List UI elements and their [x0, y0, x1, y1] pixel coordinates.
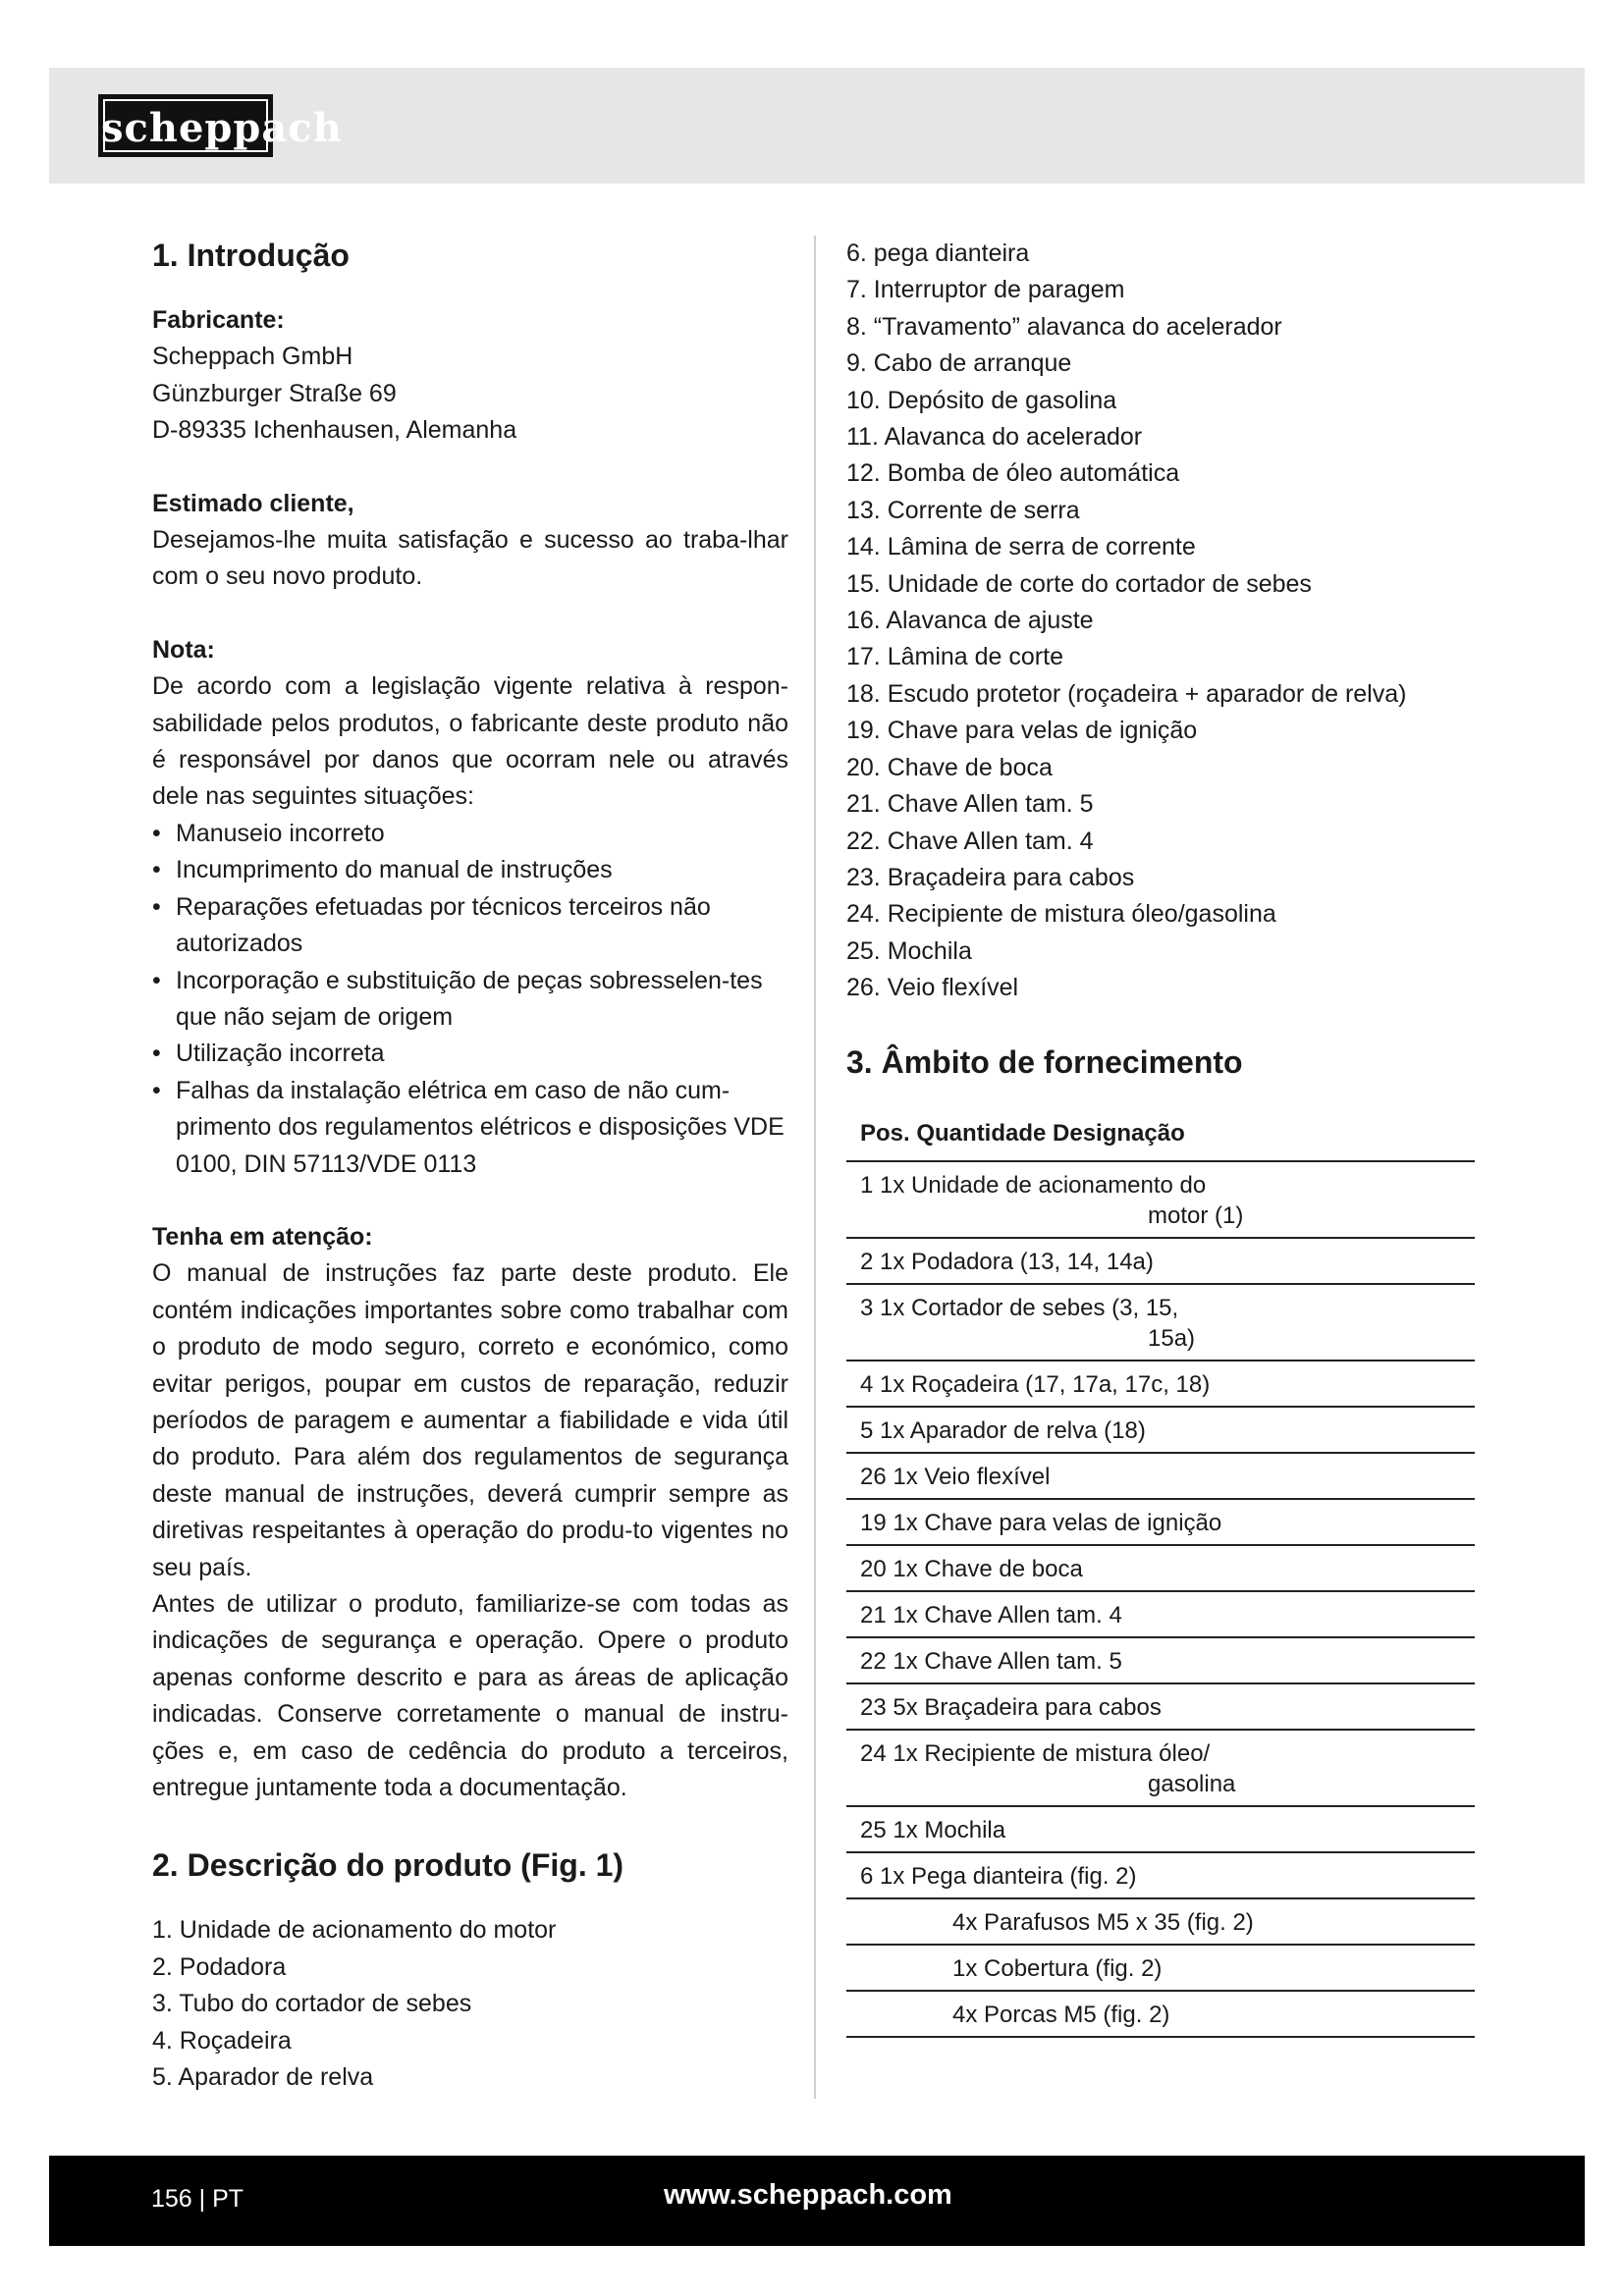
attention-text: O manual de instruções faz parte deste produto. Ele contém indicações importantes sobre como trabalhar com o produto de modo seguro, correto e económico, como evitar perigos, poupar em custos de reparação, reduzir períodos de paragem e aumentar a fiabilidade e vida útil do produto. Para além dos regulamentos de segurança deste manual de instruções, deverá cumprir sempre as diretivas respeitantes à operação do produ-to vigentes no seu país. — [152, 1259, 788, 1581]
column-divider — [814, 236, 816, 2099]
intro-heading: 1. Introdução — [152, 238, 350, 273]
table-cell: 4x Parafusos M5 x 35 (fig. 2) — [952, 1908, 1254, 1936]
list-item: 23. Braçadeira para cabos — [846, 863, 1135, 891]
table-cell: 24 1x Recipiente de mistura óleo/ — [860, 1739, 1211, 1767]
list-item: 10. Depósito de gasolina — [846, 386, 1117, 414]
table-row — [846, 1899, 1475, 1946]
list-item: 22. Chave Allen tam. 4 — [846, 827, 1094, 855]
table-cell: 2 1x Podadora (13, 14, 14a) — [860, 1248, 1154, 1275]
table-row — [846, 1362, 1475, 1408]
table-cell: 1x Cobertura (fig. 2) — [952, 1954, 1163, 1982]
left-column — [152, 236, 788, 2096]
table-row — [846, 1807, 1475, 1853]
scheppach-logo: scheppach — [98, 94, 273, 157]
table-cell: 6 1x Pega dianteira (fig. 2) — [860, 1862, 1137, 1890]
table-row — [846, 1992, 1475, 2038]
table-cell: 25 1x Mochila — [860, 1816, 1006, 1843]
page-number: 156 | PT — [151, 2185, 244, 2213]
description-list-continued — [846, 236, 1494, 1007]
table-row — [846, 1285, 1475, 1362]
dear-customer-label: Estimado cliente, — [152, 489, 354, 517]
table-cell: 19 1x Chave para velas de ignição — [860, 1509, 1222, 1536]
table-cell: 22 1x Chave Allen tam. 5 — [860, 1647, 1122, 1675]
table-cell: 23 5x Braçadeira para cabos — [860, 1693, 1162, 1721]
liability-bullets — [152, 816, 788, 1183]
scope-table — [846, 1117, 1475, 2038]
list-item: 12. Bomba de óleo automática — [846, 459, 1180, 488]
manufacturer-line: D-89335 Ichenhausen, Alemanha — [152, 416, 517, 445]
bullet-item: • Manuseio incorreto — [152, 816, 788, 852]
list-item: 9. Cabo de arranque — [846, 349, 1072, 378]
bullet-item: • Falhas da instalação elétrica em caso de não cum-primento dos regulamentos elétricos e disposições VDE 0100, DIN 57113/VDE 0113 — [152, 1073, 788, 1183]
manufacturer-line: Günzburger Straße 69 — [152, 379, 397, 407]
list-item: 8. “Travamento” alavanca do acelerador — [846, 312, 1282, 341]
list-item: 15. Unidade de corte do cortador de sebes — [846, 569, 1312, 598]
bullet-item: • Incumprimento do manual de instruções — [152, 852, 788, 888]
note-label: Nota: — [152, 635, 215, 664]
list-item: 18. Escudo protetor (roçadeira + aparador de relva) — [846, 679, 1407, 708]
list-item: 11. Alavanca do acelerador — [846, 423, 1143, 452]
bullet-item: • Utilização incorreta — [152, 1036, 788, 1072]
table-row — [846, 1239, 1475, 1285]
list-item: 16. Alavanca de ajuste — [846, 607, 1094, 635]
table-row — [846, 1853, 1475, 1899]
list-item: 13. Corrente de serra — [846, 496, 1080, 524]
list-item: 4. Roçadeira — [152, 2026, 292, 2055]
list-item: 2. Podadora — [152, 1952, 287, 1981]
header-band — [49, 68, 1585, 184]
table-cell-continued: 15a) — [1148, 1324, 1196, 1352]
list-item: 6. pega dianteira — [846, 240, 1030, 267]
table-row — [846, 1454, 1475, 1500]
table-cell: 26 1x Veio flexível — [860, 1463, 1051, 1490]
manufacturer-label: Fabricante: — [152, 306, 285, 334]
description-heading: 2. Descrição do produto (Fig. 1) — [152, 1847, 624, 1884]
list-item: 19. Chave para velas de ignição — [846, 717, 1198, 745]
table-cell: 3 1x Cortador de sebes (3, 15, — [860, 1294, 1179, 1321]
table-row — [846, 1592, 1475, 1638]
table-cell: 4x Porcas M5 (fig. 2) — [952, 2001, 1170, 2028]
table-row — [846, 1684, 1475, 1731]
list-item: 1. Unidade de acionamento do motor — [152, 1916, 557, 1945]
table-cell: 21 1x Chave Allen tam. 4 — [860, 1601, 1122, 1629]
list-item: 5. Aparador de relva — [152, 2063, 374, 2092]
manufacturer-line: Scheppach GmbH — [152, 343, 353, 371]
dear-customer-text: Desejamos-lhe muita satisfação e sucesso ao traba-lhar com o seu novo produto. — [152, 526, 788, 591]
description-list — [152, 1912, 788, 2096]
table-header: Pos. Quantidade Designação — [846, 1117, 1475, 1162]
table-cell-continued: gasolina — [1148, 1770, 1236, 1797]
table-cell: 4 1x Roçadeira (17, 17a, 17c, 18) — [860, 1370, 1211, 1398]
table-row — [846, 1546, 1475, 1592]
scope-heading: 3. Âmbito de fornecimento — [846, 1043, 1243, 1080]
attention-label: Tenha em atenção: — [152, 1222, 373, 1251]
attention-text: Antes de utilizar o produto, familiarize-se com todas as indicações de segurança e operação. Opere o produto apenas conforme descrito e para as áreas de aplicação indicadas. Conserve corretamente o manual de instru-ções e, em caso de cedência do produto a terceiros, entregue juntamente toda a documentação. — [152, 1590, 788, 1802]
list-item: 17. Lâmina de corte — [846, 643, 1063, 671]
website-link[interactable]: www.scheppach.com — [664, 2179, 952, 2211]
table-cell: 1 1x Unidade de acionamento do — [860, 1171, 1207, 1199]
table-row — [846, 1731, 1475, 1807]
list-item: 7. Interruptor de paragem — [846, 276, 1125, 304]
table-row — [846, 1638, 1475, 1684]
table-cell: 5 1x Aparador de relva (18) — [860, 1416, 1146, 1444]
bullet-item: • Incorporação e substituição de peças sobresselen-tes que não sejam de origem — [152, 963, 788, 1037]
note-text: De acordo com a legislação vigente relativa à respon-sabilidade pelos produtos, o fabricante deste produto não é responsável por danos que ocorram nele ou através dele nas seguintes situações: — [152, 672, 788, 811]
list-item: 24. Recipiente de mistura óleo/gasolina — [846, 900, 1276, 929]
right-column — [846, 236, 1494, 2038]
table-row — [846, 1408, 1475, 1454]
list-item: 21. Chave Allen tam. 5 — [846, 790, 1094, 819]
table-row — [846, 1946, 1475, 1992]
table-cell: 20 1x Chave de boca — [860, 1555, 1083, 1582]
list-item: 14. Lâmina de serra de corrente — [846, 533, 1196, 561]
bullet-item: • Reparações efetuadas por técnicos terceiros não autorizados — [152, 889, 788, 963]
table-row — [846, 1162, 1475, 1239]
list-item: 3. Tubo do cortador de sebes — [152, 1990, 472, 2018]
list-item: 25. Mochila — [846, 936, 972, 965]
table-cell-continued: motor (1) — [1148, 1201, 1244, 1229]
table-row — [846, 1500, 1475, 1546]
list-item: 20. Chave de boca — [846, 753, 1053, 781]
list-item: 26. Veio flexível — [846, 974, 1019, 1002]
footer-bar — [49, 2156, 1585, 2246]
